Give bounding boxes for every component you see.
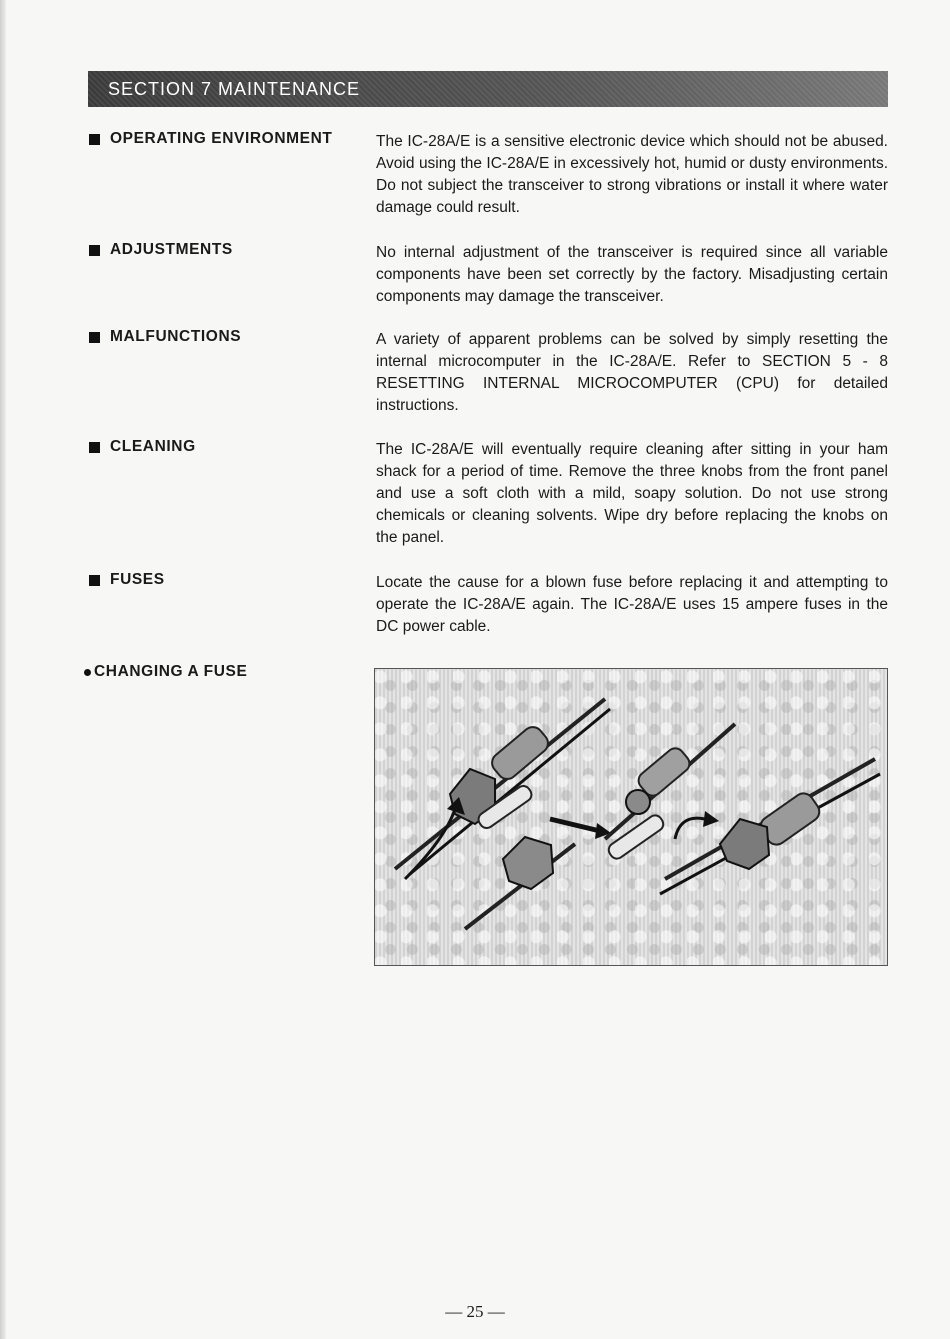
heading-label: FUSES xyxy=(110,571,165,588)
heading-label: MALFUNCTIONS xyxy=(110,328,242,345)
heading-label: OPERATING ENVIRONMENT xyxy=(110,130,333,147)
subheading-changing-a-fuse xyxy=(84,663,247,681)
heading-malfunctions xyxy=(89,328,241,346)
heading-adjustments xyxy=(89,241,233,259)
fuse-holder-illustration xyxy=(374,668,888,966)
square-bullet-icon xyxy=(89,134,100,145)
heading-label: CLEANING xyxy=(110,438,196,455)
square-bullet-icon xyxy=(89,332,100,343)
paragraph-operating-environment: The IC-28A/E is a sensitive electronic device which should not be abused. Avoid using the IC-28A/E in excessively hot, humid or dusty environments. Do not subject the transceiver to strong vibrations or install it where water damage could result. xyxy=(376,133,888,216)
square-bullet-icon xyxy=(89,575,100,586)
square-bullet-icon xyxy=(89,442,100,453)
heading-cleaning xyxy=(89,438,196,456)
paragraph-fuses: Locate the cause for a blown fuse before replacing it and attempting to operate the IC-28A/E again. The IC-28A/E uses 15 ampere fuses in the DC power cable. xyxy=(376,574,888,635)
heading-label: ADJUSTMENTS xyxy=(110,241,233,258)
paragraph-adjustments: No internal adjustment of the transceiver is required since all variable components have been set correctly by the factory. Misadjusting certain components may damage the transceiver. xyxy=(376,244,888,305)
paragraph-malfunctions: A variety of apparent problems can be solved by simply resetting the internal microcomputer in the IC-28A/E. Refer to SECTION 5 - 8 RESETTING INTERNAL MICROCOMPUTER (CPU) for detailed instructions. xyxy=(376,331,888,414)
paragraph-cleaning: The IC-28A/E will eventually require cleaning after sitting in your ham shack for a period of time. Remove the three knobs from the front panel and use a soft cloth with a mild, soapy solution. Do not use strong chemicals or cleaning solvents. Wipe dry before replacing the knobs on the panel. xyxy=(376,441,888,546)
square-bullet-icon xyxy=(89,245,100,256)
page-number: — 25 — xyxy=(445,1302,505,1321)
dot-bullet-icon xyxy=(84,669,91,676)
section-title-banner: SECTION 7 MAINTENANCE xyxy=(88,71,888,107)
subheading-label: CHANGING A FUSE xyxy=(94,663,248,680)
heading-operating-environment xyxy=(89,130,332,148)
page-edge xyxy=(0,0,6,1339)
fuse-holder-icon xyxy=(375,669,887,965)
heading-fuses xyxy=(89,571,165,589)
